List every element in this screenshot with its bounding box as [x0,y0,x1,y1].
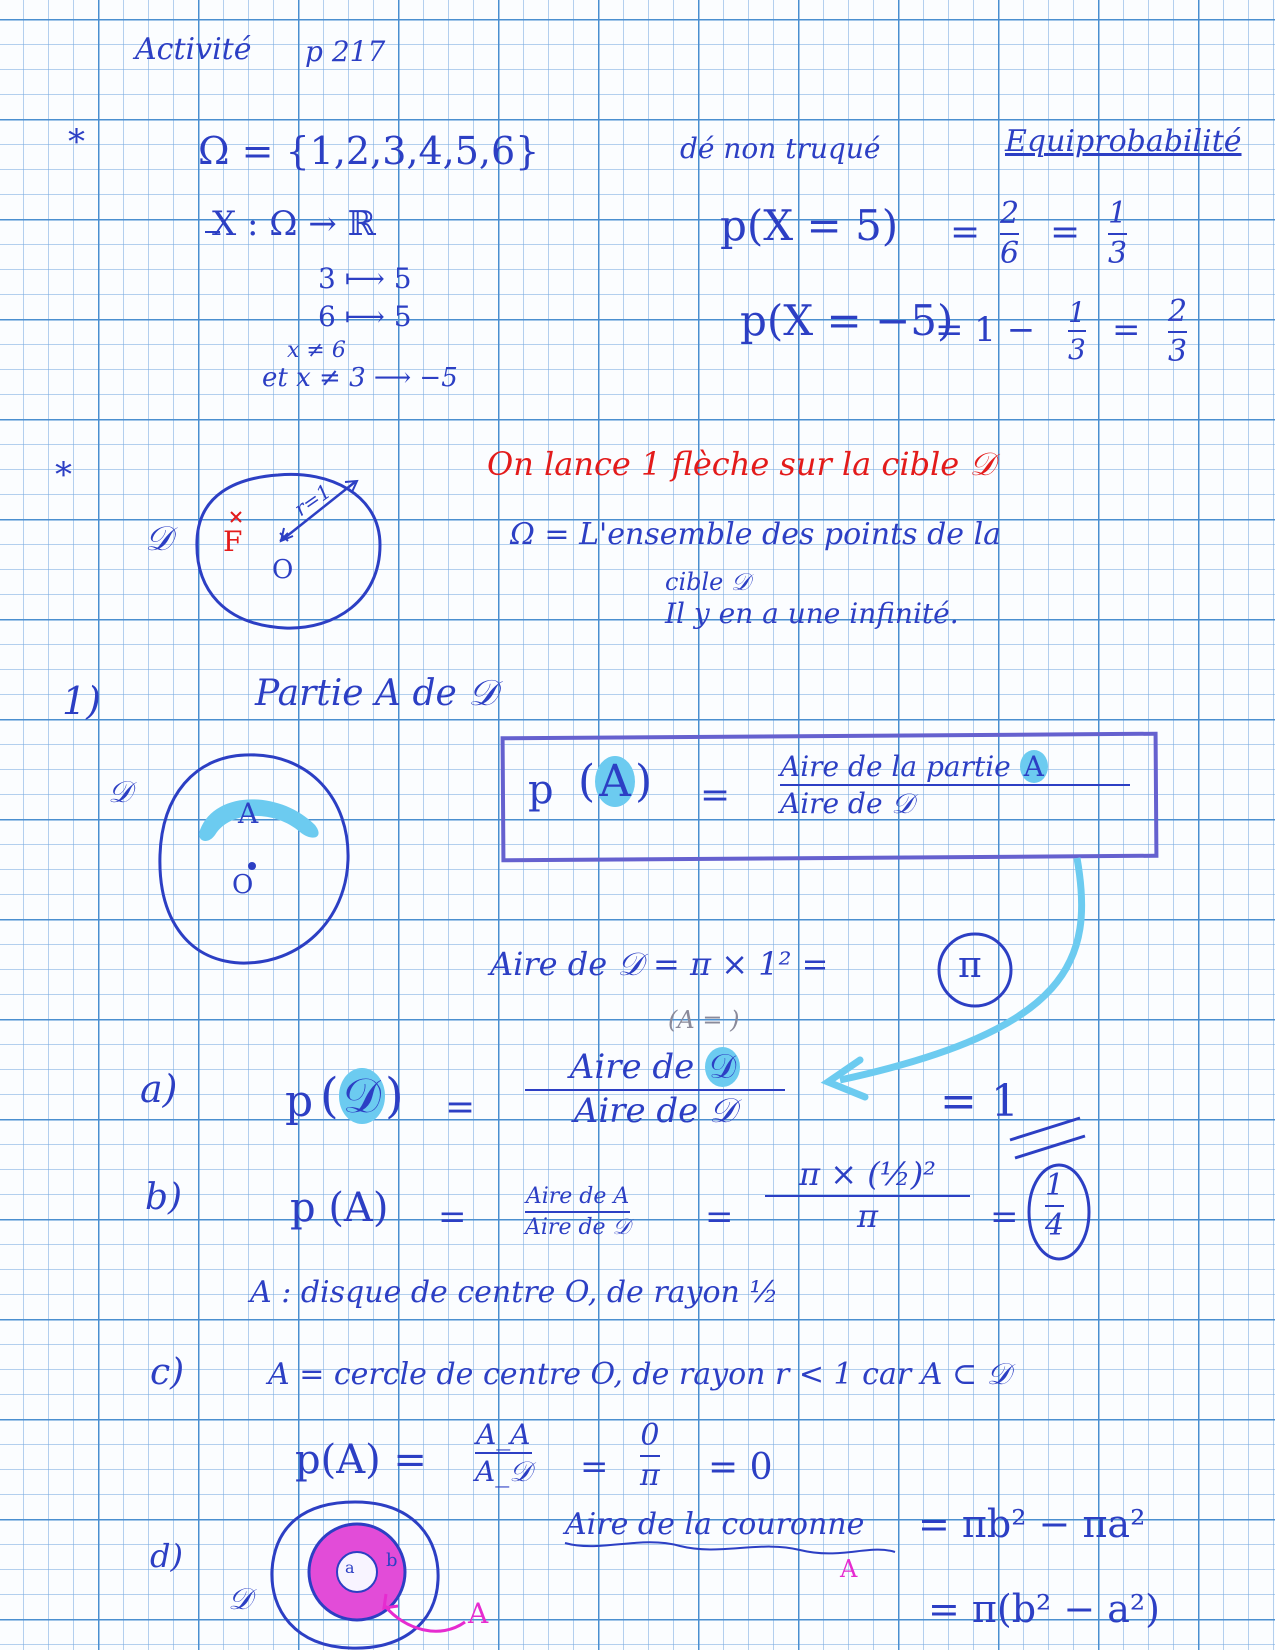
qb-disc: A : disque de centre O, de rayon ½ [250,1275,779,1310]
omega-line-2: cible 𝒟 [665,568,751,596]
qd-aire-text: Aire de la couronne [565,1507,865,1542]
qa-eq: = [445,1087,476,1128]
qa-num-disk: 𝒟 [705,1047,740,1087]
bullet-2: * [55,455,72,495]
activity-title: Activité [135,32,252,67]
qd-disk: 𝒟 [228,1582,252,1617]
qc-line: A = cercle de centre O, de rayon r < 1 car A ⊂ 𝒟 [268,1357,1011,1392]
p1-frac-2: 1 3 [1108,196,1128,271]
qa-paren: (𝒟) [320,1068,404,1124]
part-number: 1) [62,679,102,723]
omega-line-1: Ω = L'ensemble des points de la [510,517,1002,552]
qb-eq: = [438,1197,467,1237]
p2-lhs: p(X = −5) [740,296,954,345]
target-label: 𝒟 [145,519,173,559]
aire-line: Aire de 𝒟 = π × 1² = [490,945,829,983]
map-cond-2: et x ≠ 3 ⟶ −5 [262,363,458,393]
qd-formula-1: = πb² − πa² [918,1502,1146,1546]
bullet-1: * [68,122,85,162]
qc-lhs: p(A) = [295,1437,427,1483]
statement: On lance 1 flèche sur la cible 𝒟 [487,445,995,483]
disk-d [160,755,348,963]
qb-lhs: p (A) [290,1185,389,1231]
qd-formula-2: = π(b² − a²) [928,1587,1160,1631]
p2-frac-2: 2 3 [1168,294,1188,369]
qa-note: (A = ) [668,1006,740,1034]
qd-crown-a: A [840,1555,858,1583]
p2-eq: = [1112,310,1141,350]
qb-label: b) [145,1177,183,1218]
qa-label: a) [140,1067,178,1111]
qc-frac-1: A_A A_𝒟 [475,1418,532,1489]
qc-label: c) [150,1352,185,1393]
map-cond-1: x ≠ 6 [287,338,346,363]
part-title: Partie A de 𝒟 [255,673,497,714]
qb-eq2: = [705,1197,734,1237]
box-eq: = [700,775,731,816]
qc-result: = 0 [708,1447,773,1488]
f-label: F [223,525,243,558]
aire-pi: π [958,945,982,986]
qd-inner-b: b [386,1550,398,1571]
omega-line-3: Il y en a une infinité. [665,597,959,630]
box-paren: (A) [578,756,653,807]
qc-eq: = [580,1447,609,1487]
qa-disk: 𝒟 [339,1068,385,1124]
qd-a-label: A [468,1597,489,1630]
qb-frac-2: π × (½)² π [765,1158,970,1233]
o-label: O [272,555,294,585]
qb-result: 1 4 [1045,1168,1065,1243]
p1-lhs: p(X = 5) [720,201,899,250]
qa-lhs: p [285,1076,314,1127]
p1-eq-2: = [1050,212,1081,253]
die-note: dé non truqué [680,132,881,165]
qa-fraction: Aire de 𝒟 Aire de 𝒟 [525,1050,785,1129]
box-fraction: Aire de la partie A Aire de 𝒟 [780,752,1130,819]
center-label: O [232,870,254,900]
qb-eq3: = [990,1197,1019,1237]
r-label: r=1 [289,478,336,522]
equiprobability: Equiprobabilité [1005,124,1242,159]
p1-frac-1: 2 6 [1000,196,1020,271]
box-num-a: A [1020,750,1048,783]
qc-frac-2: 0 π [640,1418,660,1493]
qb-frac-1: Aire de A Aire de 𝒟 [525,1184,631,1241]
x-definition: X : Ω → ℝ [212,204,376,244]
omega-set: Ω = {1,2,3,4,5,6} [198,129,540,173]
region-label: A [238,797,259,830]
qd-inner-a: a [345,1558,355,1577]
qd-label: d) [150,1537,183,1575]
p1-eq: = [950,212,981,253]
region-a [199,799,318,841]
disk-label: 𝒟 [108,775,132,810]
box-a: A [595,756,635,807]
qa-result: = 1 [940,1076,1019,1127]
box-lhs: p [528,767,554,813]
page-ref: p 217 [305,35,386,68]
p2-mid: = 1 − [935,310,1036,350]
map-row-1: 3 ⟼ 5 [318,262,412,295]
p2-frac-1: 1 3 [1068,296,1086,367]
map-row-2: 6 ⟼ 5 [318,300,412,333]
